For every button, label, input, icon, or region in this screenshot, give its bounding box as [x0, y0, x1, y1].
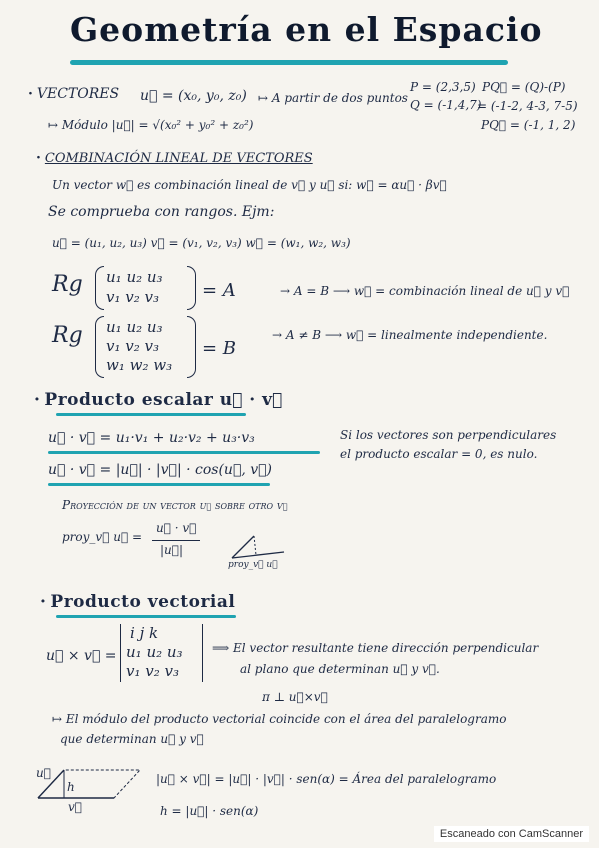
pq-computation: = (-1-2, 4-3, 7-5)	[477, 99, 578, 113]
vectorial-result-line1: ⟹ El vector resultante tiene dirección perpendicular	[212, 641, 539, 655]
parallelogram-u-label: u⃗	[36, 766, 51, 780]
escalar-formula-cos: u⃗ · v⃗ = |u⃗| · |v⃗| · cos(u⃗, v⃗)	[48, 462, 273, 478]
vector-definition: u⃗ = (x₀, y₀, z₀)	[140, 88, 247, 104]
vectorial-result-line2: al plano que determinan u⃗ y v⃗.	[240, 662, 440, 676]
matrix-a-eq: = A	[202, 280, 236, 301]
point-q: Q = (-1,4,7)	[410, 98, 482, 112]
matrix-a-right-paren	[187, 266, 196, 310]
scanner-watermark: Escaneado con CamScanner	[434, 826, 589, 842]
escalar-f1-underline	[48, 451, 320, 454]
escalar-heading-underline	[56, 413, 246, 416]
escalar-label: Producto escalar u⃗ · v⃗	[44, 390, 283, 410]
vectorial-heading-underline	[56, 615, 236, 618]
projection-v-vector	[232, 552, 284, 558]
plane-perpendicular-note: π ⊥ u⃗×v⃗	[262, 690, 328, 704]
determinant-right-bar	[202, 624, 203, 682]
parallelogram-h-label: h	[67, 780, 75, 794]
title-underline	[70, 60, 508, 65]
projection-diagram-label: proy_v⃗ u⃗	[228, 560, 278, 570]
escalar-formula-components: u⃗ · v⃗ = u₁·v₁ + u₂·v₂ + u₃·v₃	[48, 430, 255, 446]
proyeccion-denominator: |u⃗|	[160, 543, 184, 557]
perpendicular-note-1: Si los vectores son perpendiculares	[340, 428, 557, 442]
vectorial-lhs: u⃗ × v⃗ =	[46, 648, 117, 664]
proyeccion-title: Proyección de un vector u⃗ sobre otro v⃗	[62, 498, 288, 512]
rg-label-b: Rg	[52, 323, 83, 348]
area-formula: |u⃗ × v⃗| = |u⃗| · |v⃗| · sen(α) = Área del paralelogramo	[156, 772, 497, 786]
combinacion-line2: Se comprueba con rangos. Ejm:	[48, 204, 275, 220]
determinant-row-ijk: i j k	[130, 624, 159, 642]
vectorial-heading: · Producto vectorial	[40, 592, 236, 612]
matrix-b-left-paren	[95, 316, 104, 378]
parallelogram-outline	[38, 770, 140, 798]
projection-drop-line	[254, 536, 256, 555]
matrix-b-right-paren	[187, 316, 196, 378]
matrix-b-row1: u₁ u₂ u₃	[106, 318, 163, 336]
parallelogram-v-label: v⃗	[68, 800, 82, 814]
pq-result: PQ⃗ = (-1, 1, 2)	[481, 118, 576, 132]
projection-u-vector	[232, 536, 254, 558]
matrix-a-row2: v₁ v₂ v₃	[106, 288, 159, 306]
matrix-b-eq: = B	[202, 338, 237, 359]
escalar-f2-underline	[48, 483, 270, 486]
matrix-b-row2: v₁ v₂ v₃	[106, 337, 159, 355]
combinacion-heading: · COMBINACIÓN LINEAL DE VECTORES	[36, 150, 313, 166]
perpendicular-note-2: el producto escalar = 0, es nulo.	[340, 447, 538, 461]
modulo-vectorial-line2: que determinan u⃗ y v⃗	[60, 732, 204, 746]
vectores-label: VECTORES	[36, 86, 120, 102]
proyeccion-numerator: u⃗ · v⃗	[156, 521, 197, 535]
pq-formula: PQ⃗ = (Q)-(P)	[482, 80, 566, 94]
determinant-row-u: u₁ u₂ u₃	[126, 643, 183, 661]
determinant-row-v: v₁ v₂ v₃	[126, 662, 179, 680]
matrix-a-row1: u₁ u₂ u₃	[106, 268, 163, 286]
proyeccion-fraction-bar	[152, 540, 200, 541]
modulo-vectorial-line1: ↦ El módulo del producto vectorial coincide con el área del paralelogramo	[52, 712, 507, 726]
matrix-a-left-paren	[95, 266, 104, 310]
point-p: P = (2,3,5)	[410, 80, 476, 94]
result-a-not-equal-b: → A ≠ B ⟶ w⃗ = linealmente independiente.	[272, 328, 548, 342]
matrix-b-row3: w₁ w₂ w₃	[106, 356, 173, 374]
vectores-heading: · VECTORES	[28, 86, 120, 102]
determinant-left-bar	[120, 624, 121, 682]
proyeccion-lhs: proy_v⃗ u⃗ =	[62, 530, 143, 544]
result-a-equals-b: → A = B ⟶ w⃗ = combinación lineal de u⃗ y v⃗	[280, 284, 570, 298]
from-two-points-text: ↦ A partir de dos puntos	[258, 91, 408, 105]
page-title: Geometría en el Espacio	[70, 10, 543, 49]
height-formula: h = |u⃗| · sen(α)	[160, 804, 259, 818]
vectorial-label: Producto vectorial	[50, 592, 236, 612]
combinacion-line1: Un vector w⃗ es combinación lineal de v⃗ y u⃗ si: w⃗ = αu⃗ · βv⃗	[52, 178, 447, 192]
escalar-heading: · Producto escalar u⃗ · v⃗	[34, 390, 283, 410]
combinacion-label: COMBINACIÓN LINEAL DE VECTORES	[44, 151, 313, 166]
rg-label-a: Rg	[52, 272, 83, 297]
combinacion-line3: u⃗ = (u₁, u₂, u₃) v⃗ = (v₁, v₂, v₃) w⃗ = (w₁, w₂, w₃)	[52, 236, 351, 250]
modulo-formula: ↦ Módulo |u⃗| = √(x₀² + y₀² + z₀²)	[48, 118, 254, 132]
